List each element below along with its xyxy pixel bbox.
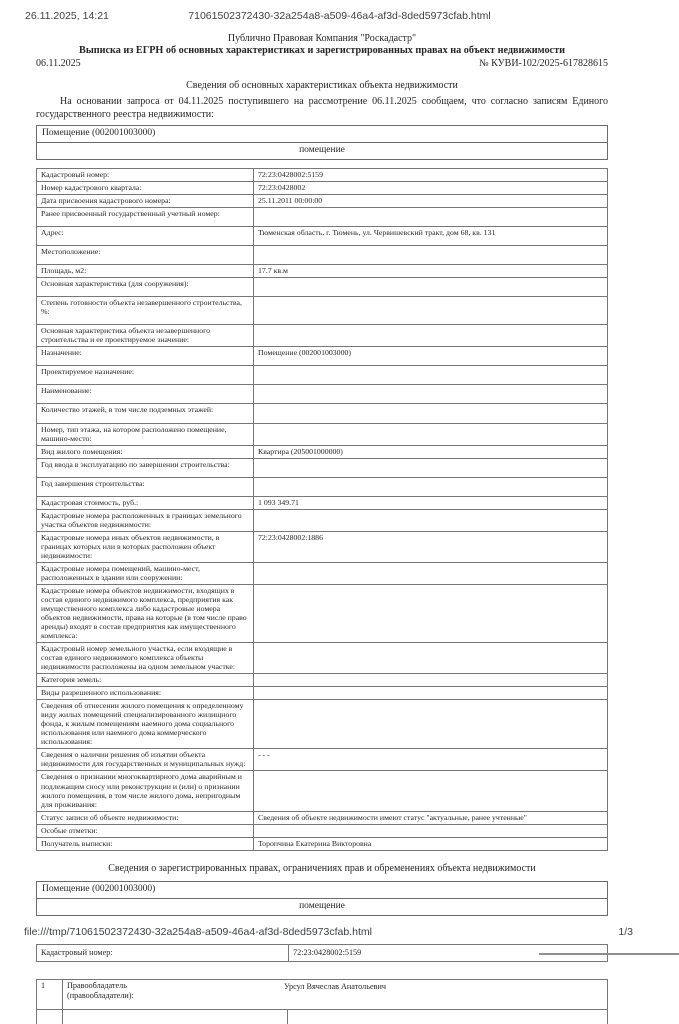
characteristic-label: Назначение: [37,347,254,366]
footer-url: file:///tmp/71061502372430-32a254a8-a509-46a4-af3d-8ded5973cfab.html [24,926,372,938]
object-kind-2: помещение [299,900,345,911]
table-row [37,584,608,642]
rights-table [36,979,608,1024]
table-row [37,811,608,824]
characteristic-value [254,824,608,837]
characteristic-value [254,423,608,445]
characteristic-label: Степень готовности объекта незавершенного строительства, %: [37,297,254,325]
characteristic-value: 17.7 кв.м [254,265,608,278]
characteristic-value [254,700,608,749]
section2-heading: Сведения о зарегистрированных правах, ограничениях прав и обременениях объекта недвижимости [108,862,536,874]
characteristic-label: Основная характеристика (для сооружения): [37,278,254,297]
characteristic-value [254,562,608,584]
characteristic-label: Проектируемое назначение: [37,366,254,385]
characteristic-label: Ранее присвоенный государственный учетный номер: [37,208,254,227]
document-meta-row [36,58,608,69]
browser-print-header [0,10,679,22]
cadastral-number-table [36,944,608,963]
organization-name: Публично Правовая Компания "Роскадастр" [227,33,417,44]
characteristic-value: Тюменская область, г. Тюмень, ул. Червишевский тракт, дом 68, кв. 131 [254,227,608,246]
object-type: Помещение (002001003000) [37,126,607,143]
rights-row-number: 1 [37,980,63,1010]
table-row [37,347,608,366]
document-content [36,33,608,1024]
characteristic-value [254,325,608,347]
page-indicator: 1/3 [618,926,633,938]
table-row [37,246,608,265]
characteristic-value: 72:23:0428002:5159 [254,169,608,182]
table-row [37,265,608,278]
rights-holder-cell [63,980,608,1010]
characteristic-label: Адрес: [37,227,254,246]
table-row [37,531,608,562]
characteristic-label: Статус записи об объекте недвижимости: [37,811,254,824]
table-row [37,674,608,687]
characteristic-value [254,297,608,325]
table-row [37,195,608,208]
empty-cell [63,1010,288,1024]
characteristic-value: 72:23:0428002 [254,182,608,195]
table-row [37,700,608,749]
table-row [37,445,608,458]
characteristic-value [254,687,608,700]
characteristic-label: Кадастровый номер: [37,169,254,182]
rights-holder-name: Урсул Вячеслав Анатольевич [283,982,386,992]
next-page-edge-line [539,953,679,955]
cadastral-number-label: Кадастровый номер: [37,944,289,962]
characteristic-label: Год завершения строительства: [37,477,254,496]
table-row [37,278,608,297]
characteristic-label: Кадастровые номера иных объектов недвижимости, в границах которых или в которых расположен объект недвижимости: [37,531,254,562]
characteristic-label: Основная характеристика объекта незавершенного строительства и ее проектируемое значение: [37,325,254,347]
table-row [37,824,608,837]
empty-cell [37,1010,63,1024]
characteristic-value [254,771,608,811]
characteristic-value [254,366,608,385]
table-row [37,208,608,227]
table-row [37,562,608,584]
table-row [37,643,608,674]
table-row [37,509,608,531]
table-row [37,169,608,182]
characteristic-value: - - - [254,749,608,771]
characteristic-label: Номер кадастрового квартала: [37,182,254,195]
characteristic-value [254,674,608,687]
table-row [37,423,608,445]
table-row [37,687,608,700]
characteristic-value [254,477,608,496]
object-type-2: Помещение (002001003000) [37,882,607,899]
rights-row [37,980,608,1010]
characteristic-value [254,458,608,477]
characteristic-label: Виды разрешенного использования: [37,687,254,700]
rights-row-cut [37,1010,608,1024]
characteristic-value [254,643,608,674]
issue-date: 06.11.2025 [36,58,81,69]
characteristic-label: Категория земель: [37,674,254,687]
table-row [37,477,608,496]
table-row [37,458,608,477]
characteristic-label: Кадастровые номера объектов недвижимости, входящих в состав единого недвижимого комплекса, предприятия как имущественного комплекса либо кадастровые номера объектов недвижимости, права на которые (в том числе право аренды) входят в состав предприятия как имущественного комплекса: [37,584,254,642]
document-title: Выписка из ЕГРН об основных характеристиках и зарегистрированных правах на объект недвижимости [79,45,565,56]
cadastral-number-value: 72:23:0428002:5159 [289,944,608,962]
characteristic-value [254,385,608,404]
characteristic-value: Квартира (205001000000) [254,445,608,458]
characteristic-value [254,584,608,642]
characteristic-label: Год ввода в эксплуатацию по завершении строительства: [37,458,254,477]
characteristic-label: Кадастровая стоимость, руб.: [37,496,254,509]
characteristic-label: Кадастровый номер земельного участка, если входящие в состав единого недвижимого комплекса объекты недвижимости расположены на одном земельном участке: [37,643,254,674]
characteristic-label: Наименование: [37,385,254,404]
characteristic-value: 25.11.2011 00:00:00 [254,195,608,208]
characteristic-label: Номер, тип этажа, на котором расположено помещение, машино-место: [37,423,254,445]
request-number: № КУВИ-102/2025-617828615 [479,58,608,69]
characteristic-label: Особые отметки: [37,824,254,837]
characteristic-label: Кадастровые номера помещений, машино-мест, расположенных в здании или сооружении: [37,562,254,584]
object-type-box [36,125,608,160]
characteristic-label: Кадастровые номера расположенных в границах земельного участка объектов недвижимости: [37,509,254,531]
characteristic-label: Площадь, м2: [37,265,254,278]
characteristic-value: 72:23:0428002:1886 [254,531,608,562]
characteristic-value: Сведения об объекте недвижимости имеют статус "актуальные, ранее учтенные" [254,811,608,824]
table-row [37,227,608,246]
characteristic-value [254,246,608,265]
characteristic-label: Местоположение: [37,246,254,265]
characteristic-label: Получатель выписки: [37,837,254,850]
section1-heading: Сведения об основных характеристиках объекта недвижимости [186,80,458,91]
characteristic-value [254,278,608,297]
characteristics-table-body [37,169,608,851]
table-row [37,385,608,404]
print-filename: 71061502372430-32a254a8-a509-46a4-af3d-8ded5973cfab.html [188,10,491,22]
table-row [37,366,608,385]
characteristic-value: Помещение (002001003000) [254,347,608,366]
empty-cell [288,1010,608,1024]
characteristic-value: 1 093 349.71 [254,496,608,509]
table-row [37,749,608,771]
characteristic-value [254,208,608,227]
table-row [37,182,608,195]
table-row [37,325,608,347]
characteristic-label: Сведения об отнесении жилого помещения к определенному виду жилых помещений специализированного жилищного фонда, к жилым помещениям наемного дома социального использования или наемного дома коммерческого использования: [37,700,254,749]
characteristic-value [254,404,608,423]
table-row [37,837,608,850]
characteristic-value: Торопчина Екатерина Викторовна [254,837,608,850]
object-kind: помещение [299,145,345,155]
object-type-box-2 [36,881,608,916]
characteristic-label: Дата присвоения кадастрового номера: [37,195,254,208]
characteristic-label: Вид жилого помещения: [37,445,254,458]
table-row [37,496,608,509]
intro-paragraph: На основании запроса от 04.11.2025 поступившего на рассмотрение 06.11.2025 сообщаем, что согласно записям Единого государственного реестра недвижимости: [36,96,608,120]
table-row [37,297,608,325]
table-row [37,771,608,811]
characteristic-label: Сведения о наличии решения об изъятии объекта недвижимости для государственных и муниципальных нужд: [37,749,254,771]
characteristics-table [36,168,608,851]
table-row [37,404,608,423]
characteristic-label: Сведения о признании многоквартирного дома аварийным и подлежащим сносу или реконструкции и (или) о признании жилого помещения, в том числе жилого дома, непригодным для проживания: [37,771,254,811]
print-datetime: 26.11.2025, 14:21 [25,10,109,22]
rights-holder-label: Правообладатель (правообладатели): [67,981,134,1000]
characteristic-value [254,509,608,531]
characteristic-label: Количество этажей, в том числе подземных этажей: [37,404,254,423]
browser-print-footer [24,926,633,938]
table-row [37,944,608,962]
